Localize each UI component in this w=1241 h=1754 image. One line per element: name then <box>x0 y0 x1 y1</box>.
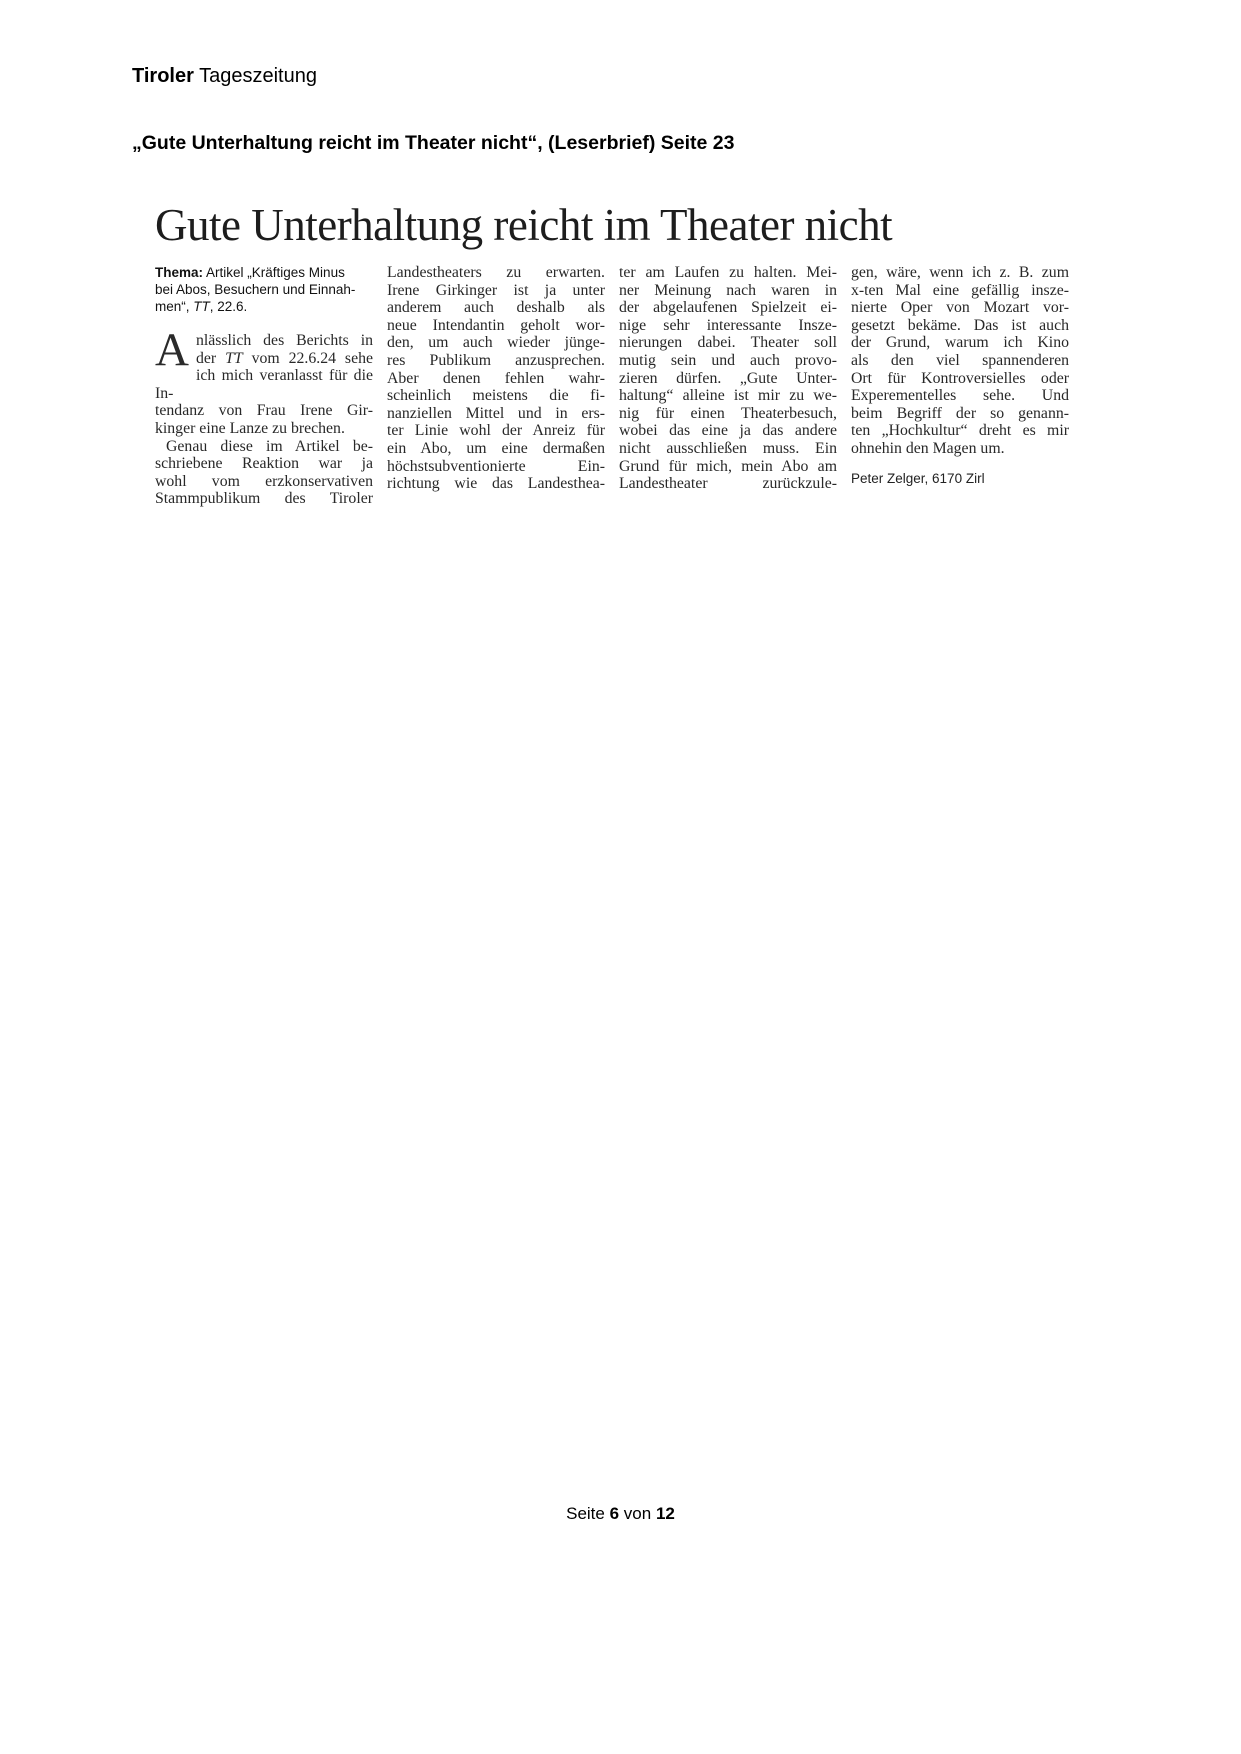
body-line: nicht ausschließen muss. Ein <box>619 439 837 457</box>
body-line: scheinlich meistens die fi- <box>387 387 605 405</box>
body-text: der <box>195 349 217 367</box>
thema-text: Artikel „Kräftiges Minus <box>206 265 345 280</box>
body-line: Genau diese im Artikel be- <box>166 437 373 455</box>
thema-text: men“, <box>155 299 190 314</box>
journal-abbrev: TT <box>225 349 243 367</box>
page-footer <box>0 1503 1241 1524</box>
body-line: der abgelaufenen Spielzeit ei- <box>619 299 837 317</box>
article-columns <box>155 264 1069 508</box>
body-text: vom 22.6.24 sehe <box>251 349 373 367</box>
masthead <box>132 64 317 88</box>
summary-headline: „Gute Unterhaltung reicht im Theater nicht“, (Leserbrief) Seite 23 <box>132 132 735 154</box>
body-line: der Grund, warum ich Kino <box>851 334 1069 352</box>
body-line: ten „Hochkultur“ dreht es mir <box>851 422 1069 440</box>
masthead-brand-regular: Tageszeitung <box>199 65 317 87</box>
body-line: Aber denen fehlen wahr- <box>387 369 605 387</box>
body-line: wohl vom erzkonservativen <box>155 472 373 490</box>
body-line: ter am Laufen zu halten. Mei- <box>619 264 837 281</box>
body-line: Stammpublikum des Tiroler <box>155 490 373 508</box>
body-line: als den viel spannenderen <box>851 351 1069 369</box>
body-line: beim Begriff der so genann- <box>851 404 1069 422</box>
thema-label: Thema: <box>155 265 204 280</box>
body-line: ein Abo, um eine dermaßen <box>387 439 605 457</box>
body-line: Irene Girkinger ist ja unter <box>387 281 605 299</box>
body-line: nige sehr interessante Insze- <box>619 316 837 334</box>
body-line: anderem auch deshalb als <box>387 299 605 317</box>
thema-line: bei Abos, Besuchern und Einnah- <box>155 282 356 297</box>
body-line: gen, wäre, wenn ich z. B. zum <box>851 264 1069 281</box>
thema-line <box>155 298 373 315</box>
body-line: mutig sein und auch provo- <box>619 351 837 369</box>
body-line: x-ten Mal eine gefällig insze- <box>851 281 1069 299</box>
body-line: nierte Oper von Mozart vor- <box>851 299 1069 317</box>
body-line: Landestheater zurückzule- <box>619 475 837 493</box>
thema-block <box>155 264 373 315</box>
body-line: zieren dürfen. „Gute Unter- <box>619 369 837 387</box>
body-line: neue Intendantin geholt wor- <box>387 316 605 334</box>
body-line: ohnehin den Magen um. <box>851 439 1005 457</box>
body-line: Experementelles sehe. Und <box>851 387 1069 405</box>
body-line: nlässlich des Berichts in <box>195 332 373 349</box>
newspaper-clipping <box>155 200 1069 508</box>
author-signature: Peter Zelger, 6170 Zirl <box>851 470 985 486</box>
masthead-brand-bold: Tiroler <box>132 65 194 87</box>
article-headline: Gute Unterhaltung reicht im Theater nicht <box>155 200 893 250</box>
footer-label: Seite <box>566 1504 605 1523</box>
body-line: Grund für mich, mein Abo am <box>619 457 837 475</box>
body-line: wobei das eine ja das andere <box>619 422 837 440</box>
body-line: ner Meinung nach waren in <box>619 281 837 299</box>
body-line: den, um auch wieder jünge- <box>387 334 605 352</box>
drop-cap: A <box>155 324 189 376</box>
body-line: res Publikum anzusprechen. <box>387 351 605 369</box>
footer-total-pages: 12 <box>655 1504 675 1523</box>
letter-body-col1 <box>155 324 373 508</box>
thema-text: , 22.6. <box>209 299 248 314</box>
thema-journal-abbrev: TT <box>193 299 210 314</box>
body-line: nierungen dabei. Theater soll <box>619 334 837 352</box>
footer-separator: von <box>623 1504 652 1523</box>
footer-current-page: 6 <box>609 1504 620 1523</box>
body-line: gesetzt bekäme. Das ist auch <box>851 316 1069 334</box>
body-line: nig für einen Theaterbesuch, <box>619 404 837 422</box>
body-line: höchstsubventionierte Ein- <box>387 457 605 475</box>
article-column-1 <box>155 264 373 508</box>
body-line: richtung wie das Landesthea- <box>387 475 605 493</box>
article-column-3 <box>619 264 837 493</box>
body-line: ter Linie wohl der Anreiz für <box>387 422 605 440</box>
article-column-4 <box>851 264 1069 487</box>
thema-line <box>155 264 373 281</box>
body-line: nanziellen Mittel und in ers- <box>387 404 605 422</box>
body-line: Ort für Kontroversielles oder <box>851 369 1069 387</box>
body-line: tendanz von Frau Irene Gir- <box>155 402 373 420</box>
body-line: ich mich veranlasst für die In- <box>155 367 373 402</box>
article-column-2 <box>387 264 605 493</box>
body-line: schriebene Reaktion war ja <box>155 455 373 473</box>
body-line: kinger eine Lanze zu brechen. <box>155 419 345 437</box>
body-line: Landestheaters zu erwarten. <box>387 264 605 281</box>
body-line: haltung“ alleine ist mir zu we- <box>619 387 837 405</box>
